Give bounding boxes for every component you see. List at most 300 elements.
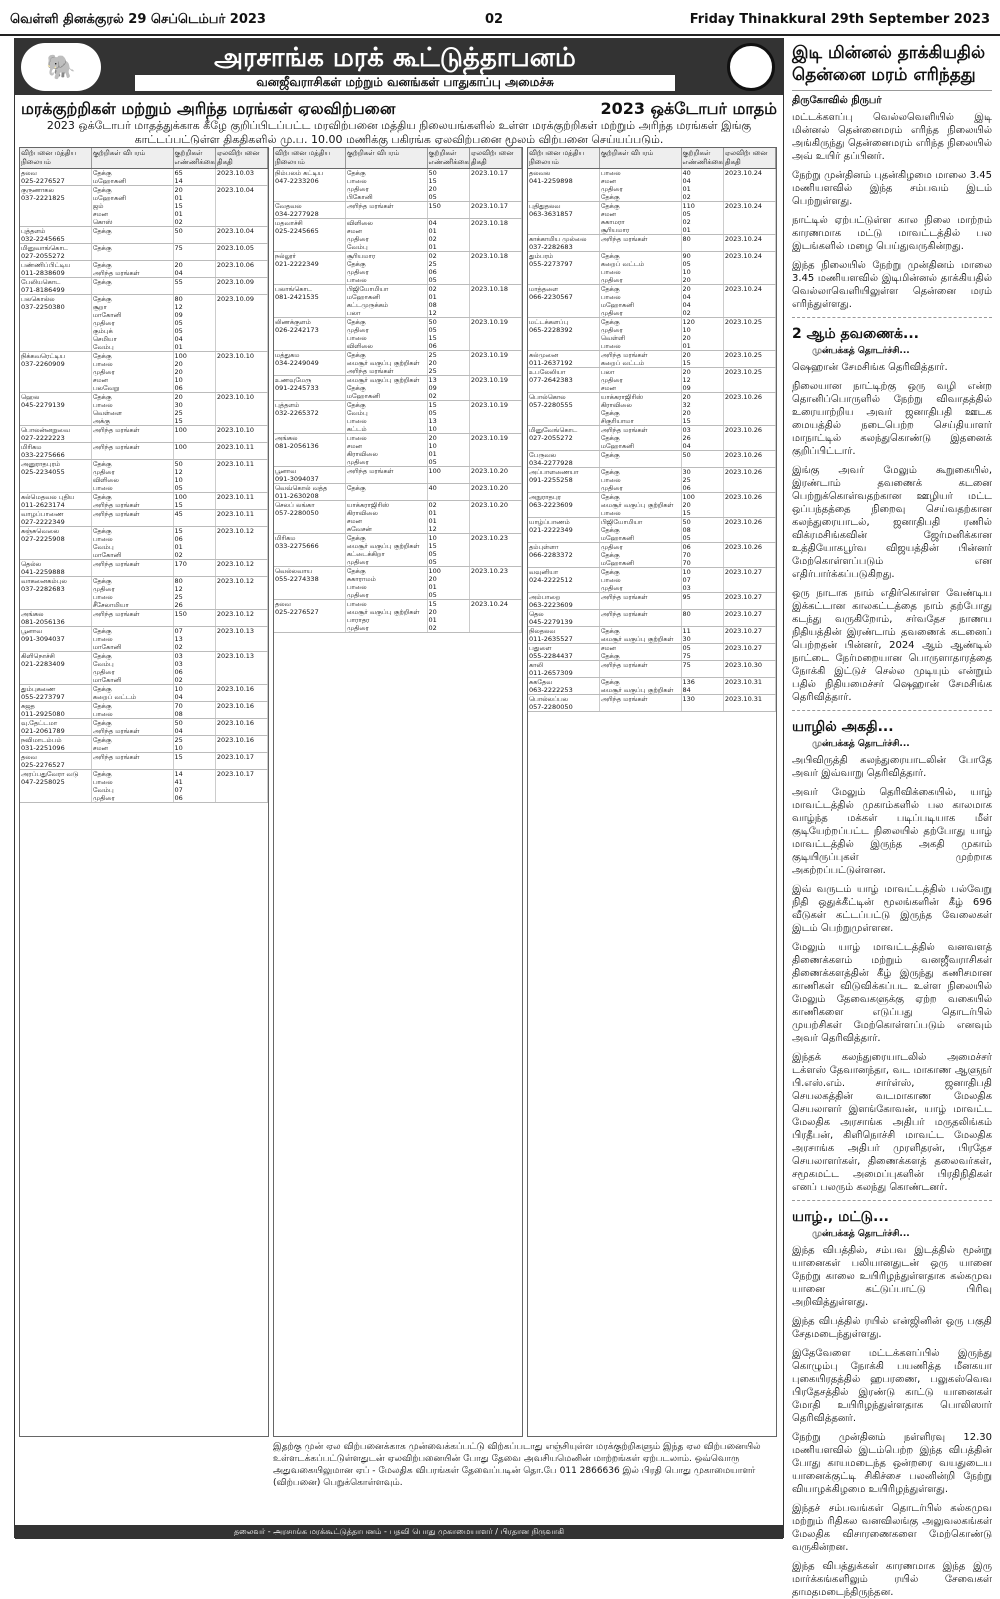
details-cell: தேக்கு கறைப் வட்டம் பாலை முதிரை xyxy=(600,252,682,284)
center-cell: தலவல 041-2259898 xyxy=(528,169,600,201)
date-cell: 2023.10.16 xyxy=(216,719,268,735)
paragraph: அபிவிருத்தி கலந்துரையாடலின் போதே அவர் இவ்வாறு தெரிவித்தார். xyxy=(792,755,992,779)
count-cell: 50 xyxy=(682,451,724,467)
date-cell: 2023.10.11 xyxy=(216,510,268,526)
center-cell: தெல்ல 041-2259888 xyxy=(20,560,92,576)
date-cell: 2023.10.27 xyxy=(724,568,776,592)
center-cell: நிம்பலம் கட்டிய 047-2233206 xyxy=(274,169,346,201)
count-cell: 02 25 06 05 xyxy=(428,252,470,284)
article3-continued: முன்பக்கத் தொடர்ச்சி... xyxy=(812,739,910,749)
paragraph: இந்தக் கலந்துரையாடலில் அமைச்சர் டக்ளஸ் தேவானந்தா, வட மாகாண ஆளுநர் பி.எஸ்.எம். சார்ள்ஸ், ஜனாதிபதி செயலகத்தின் வடமாகாண மேலதிக செயலாளர் இளங்கோவன், யாழ் மாவட்ட மேலதிக அரசாங்க அதிபர் மருதலிங்கம் பிரதீபன், கிளிநொச்சி மாவட்ட மேலதிக அரசாங்க அதிபர் முரளிதரன், பிரதேச செயலாளர்கள், திணைக்களத் தலைவர்கள், சமூகமட்ட அமைப்புகளின் பிரதிநிதிகள் எனப் பலரும் கலந்து கொண்டனர். xyxy=(792,1052,992,1193)
table-row xyxy=(20,685,268,702)
count-cell: 30 25 06 xyxy=(682,468,724,492)
count-cell: 03 26 04 xyxy=(682,426,724,450)
center-cell: சுகதேவ 063-2222253 xyxy=(528,678,600,694)
details-cell: தேக்கு பாலை முதிரை சமன பலவேறு xyxy=(92,352,174,392)
center-cell: நல்லூர் 021-2222349 xyxy=(274,252,346,284)
table-row xyxy=(528,235,776,252)
details-cell: அரிந்த மரங்கள் xyxy=(92,560,174,576)
table-row xyxy=(528,610,776,627)
count-cell: 20 30 25 15 xyxy=(174,393,216,425)
center-cell: பலகொல்ல 037-2250380 xyxy=(20,295,92,351)
date-cell: 2023.10.06 xyxy=(216,261,268,277)
date-cell: 2023.10.11 xyxy=(216,493,268,509)
date-cell: 2023.10.20 xyxy=(470,484,522,500)
table-row xyxy=(20,352,268,393)
date-cell: 2023.10.13 xyxy=(216,652,268,684)
center-cell: பேருவல 034-2277928 xyxy=(528,451,600,467)
table-row xyxy=(528,518,776,543)
date-cell: 2023.10.25 xyxy=(724,351,776,367)
date-cell: 2023.10.30 xyxy=(724,661,776,677)
details-cell: தேக்கு மைசூர் வகுப்பு குற்றிகள் xyxy=(600,627,682,643)
center-cell: யாழ்ப்பாணம் 021-2222349 xyxy=(528,518,600,542)
table-row xyxy=(274,351,522,376)
center-cell: காலி 011-2657309 xyxy=(528,661,600,677)
date-cell: 2023.10.24 xyxy=(724,252,776,284)
count-cell: 20 15 xyxy=(682,351,724,367)
paragraph: அவர் மேலும் தெரிவிக்கையில், யாழ் மாவட்டத்தில் முகாம்களில் பல காலமாக வாழ்ந்த மக்கள் படிப்படியாக மீள் குடியேற்றப்பட்ட நிலையில் தற்போது யாழ் மாவட்டத்தில் இருந்த அகதி முகாம் குடியிருப்புகள் முற்றாக அகற்றப்பட்டுள்ளன. xyxy=(792,787,992,876)
count-cell: 15 06 01 02 xyxy=(174,527,216,559)
date-cell: 2023.10.12 xyxy=(216,577,268,609)
details-cell: தேக்கு xyxy=(600,451,682,467)
count-cell: 100 xyxy=(174,426,216,442)
table-row xyxy=(274,169,522,202)
center-cell: உணவுமேரு 091-2245733 xyxy=(274,376,346,400)
paragraph: நிலையான நாட்டிற்கு ஒரு வழி என்ற தொனிப்பொருளில் நேற்று விவாதத்தில் உரையாற்றிய அவர் ஜனாதிபதி ஊடக மையத்தில் நடைபெற்ற செய்தியாளர் மாநாட்டில் கலந்துகொண்டு இதனைக் குறிப்பிட்டார். xyxy=(792,381,992,457)
date-cell: 2023.10.12 xyxy=(216,610,268,626)
count-cell: 15 20 01 02 xyxy=(428,600,470,632)
details-cell: தேக்கு சூறா மாகோனி முதிரை கும்புக் செமியா வேம்பு xyxy=(92,295,174,351)
details-cell: தேக்கு xyxy=(92,227,174,243)
table-row xyxy=(20,278,268,295)
header-right: Friday Thinakkural 29th September 2023 xyxy=(689,12,990,27)
center-cell: அங்கல 081-2056136 xyxy=(274,434,346,466)
date-cell: 2023.10.24 xyxy=(724,235,776,251)
details-cell: அரிந்த மரங்கள் xyxy=(346,467,428,483)
date-cell: 2023.10.18 xyxy=(470,219,522,251)
center-cell: அம்பாறை 063-2223609 xyxy=(528,593,600,609)
paragraph: இதேவேளை மட்டக்களப்பில் இருந்து கொழும்பு நோக்கி பயணித்த மீனகயா புகையிரதத்தில் ஹபரணை, பலுகஸ்வெவ பிரதேசத்தில் இரண்டு காட்டு யானைகள் மோதி உயிரிழந்துள்ளதாக பொலிஸார் தெரிவித்தனர். xyxy=(792,1348,992,1424)
count-cell: 05 75 xyxy=(682,644,724,660)
details-cell: தேக்கு முதிரை பாலை சீசேலாமியா xyxy=(92,577,174,609)
count-cell: 95 xyxy=(682,593,724,609)
details-cell: தேக்கு மஹோகனி xyxy=(92,169,174,185)
center-cell: வவுனியா 024-2222512 xyxy=(528,568,600,592)
date-cell: 2023.10.09 xyxy=(216,295,268,351)
date-cell: 2023.10.03 xyxy=(216,169,268,185)
table-row xyxy=(274,202,522,219)
table-row xyxy=(274,467,522,484)
count-cell: 65 14 xyxy=(174,169,216,185)
count-cell: 100 20 20 10 06 xyxy=(174,352,216,392)
paragraph: நேற்று முன்தினம் நள்ளிரவு 12.30 மணியளவில் இடம்பெற்ற இந்த விபத்தின் போது காயமடைந்த ஒன்றரை வயதுடைய யானைக்குட்டி சிகிச்சை பலனின்றி நேற்று வியாழக்கிழமை உயிரிழந்துள்ளது. xyxy=(792,1432,992,1495)
count-cell: 20 10 01 05 xyxy=(428,434,470,466)
date-cell: 2023.10.04 xyxy=(216,227,268,243)
table-row xyxy=(20,510,268,527)
details-cell: பாலை சமன முதிரை தேக்கு xyxy=(600,169,682,201)
center-cell: தலவ 025-2276527 xyxy=(20,169,92,185)
table-row xyxy=(528,426,776,451)
details-cell: அரிந்த மரங்கள் xyxy=(92,610,174,626)
date-cell: 2023.10.17 xyxy=(216,770,268,802)
news-column xyxy=(792,38,992,1598)
paragraph: ஒரு நாடாக நாம் எதிர்கொள்ள வேண்டிய இக்கட்டான காலகட்டத்தை நாம் தற்போது கடந்து வருகிறோம், சர்வதேச நாணய நிதியத்தின் இரண்டாம் தவணைக் கடனைப் பெற்றதன் பின்னர், 2024 ஆம் ஆண்டில் நாட்டை நேர்மறையான பொருளாதாரத்தை நோக்கி இட்டுச் செல்ல முடியும் என்றும் பதில் நிதியமைச்சர் ஷெஹான் சேமசிங்க தெரிவித்தார். xyxy=(792,588,992,703)
details-cell: தேக்கு வேம்பு முதிரை மாகோனி xyxy=(92,652,174,684)
article2-body xyxy=(792,361,992,704)
center-cell: நிக்கவரெட்டிய 037-2260909 xyxy=(20,352,92,392)
date-cell: 2023.10.19 xyxy=(470,376,522,400)
table-row xyxy=(20,169,268,186)
center-cell: பொல்கொல 057-2280555 xyxy=(528,393,600,425)
article2-continued: முன்பக்கத் தொடர்ச்சி... xyxy=(812,346,910,356)
details-cell: தேக்கு சுகாராமம் பாலை முதிரை xyxy=(346,567,428,599)
date-cell: 2023.10.20 xyxy=(470,467,522,483)
details-cell: தேக்கு கறைப் வட்டம் xyxy=(92,685,174,701)
date-cell: 2023.10.16 xyxy=(216,685,268,701)
paragraph: இந்த விபத்தில், சம்பவ இடத்தில் மூன்று யானைகள் பலியானதுடன் ஒரு யானை நேற்று காலை உயிரிழந்துள்ளதாக கல்கமுவ யானை கட்டுப்பாட்டு பிரிவு அறிவித்துள்ளது. xyxy=(792,1245,992,1308)
count-cell: 80 xyxy=(682,235,724,251)
center-cell: வாழப்பாணை 027-2222349 xyxy=(20,510,92,526)
article4-continued: முன்பக்கத் தொடர்ச்சி... xyxy=(812,1229,910,1239)
date-cell: 2023.10.18 xyxy=(470,252,522,284)
center-cell: புத்தளம் 032-2245665 xyxy=(20,227,92,243)
table-body xyxy=(20,169,268,803)
table-body xyxy=(528,169,776,712)
center-cell: அனுராதபுரம் 025-2234055 xyxy=(20,460,92,492)
date-cell: 2023.10.26 xyxy=(724,518,776,542)
details-cell: தேக்கு xyxy=(346,484,428,500)
header-date: ஏலவிற்பனை திகதி xyxy=(724,148,776,168)
date-cell: 2023.10.10 xyxy=(216,393,268,425)
details-cell: பாலை மைசூர் வகுப்பு குற்றிகள் பாராதர முதிரை xyxy=(346,600,428,632)
count-cell: 04 01 02 01 xyxy=(428,219,470,251)
center-cell: நிலதலவ 011-2635527 xyxy=(528,627,600,643)
center-cell: மிரிகம 033-2275666 xyxy=(274,534,346,566)
table-row xyxy=(20,719,268,736)
count-cell: 100 20 01 05 xyxy=(428,567,470,599)
table-row xyxy=(20,560,268,577)
count-cell: 50 xyxy=(174,227,216,243)
count-cell: 50 05 15 06 xyxy=(428,318,470,350)
details-cell: பலா முதிரை சமன xyxy=(600,368,682,392)
table-row xyxy=(20,295,268,352)
date-cell: 2023.10.16 xyxy=(216,702,268,718)
table-row xyxy=(274,252,522,285)
center-cell: கிளிநொச்சி 021-2283409 xyxy=(20,652,92,684)
table-row xyxy=(274,484,522,501)
details-cell: அரிந்த மரங்கள் xyxy=(92,753,174,769)
date-cell: 2023.10.24 xyxy=(470,600,522,632)
count-cell: 45 xyxy=(174,510,216,526)
paragraph: இவ் வருடம் யாழ் மாவட்டத்தில் பல்வேறு நிதி ஒதுக்கீட்டின் மூலங்களின் கீழ் 696 வீடுகள் கட்டப்பட்டு இருந்த வேலைகள் இடம் பெற்றுமுள்ளன. xyxy=(792,884,992,934)
count-cell: 100 15 xyxy=(174,493,216,509)
center-cell: பொலன்னறுவை 027-2222223 xyxy=(20,426,92,442)
count-cell: 02 01 08 12 xyxy=(428,285,470,317)
table-row xyxy=(528,451,776,468)
header-count: குற்றிகள் எண்ணிக்கை xyxy=(174,149,215,166)
date-cell: 2023.10.10 xyxy=(216,352,268,392)
count-cell: 75 xyxy=(174,244,216,260)
center-cell: புதிதுதலவ 063-3631857 xyxy=(528,202,600,234)
count-cell: 150 xyxy=(174,610,216,626)
center-cell: ஹெல 045-2279139 xyxy=(20,393,92,425)
paragraph: நாட்டில் ஏற்பட்டுள்ள கால நிலை மாற்றம் காரணமாக மட்டு மாவட்டத்தில் பல இடங்களில் மழை பெய்துவருகின்றது. xyxy=(792,215,992,252)
article1-byline: திருகோவில் நிருபர் xyxy=(792,95,882,106)
banner-subtitle: வனஜீவராசிகள் மற்றும் வனங்கள் பாதுகாப்பு அமைச்சு xyxy=(135,75,675,91)
details-cell: மைசூர் வகுப்பு குற்றிகள் தேக்கு மஹோகனி xyxy=(346,376,428,400)
details-cell: பிஜியோமியா தேக்கு மஹோகனி xyxy=(600,518,682,542)
center-cell: குருணாகல 037-2221825 xyxy=(20,186,92,226)
date-cell: 2023.10.26 xyxy=(724,426,776,450)
details-cell: தேக்கு சமன xyxy=(92,736,174,752)
corporation-logo xyxy=(21,43,101,91)
center-cell: அங்கல 081-2056136 xyxy=(20,610,92,626)
center-cell: உபலேலியா 077-2642383 xyxy=(528,368,600,392)
center-cell: கஞ்சுவெலை 027-2225908 xyxy=(20,527,92,559)
date-cell: 2023.10.12 xyxy=(216,527,268,559)
date-cell: 2023.10.26 xyxy=(724,468,776,492)
count-cell: 90 05 10 20 xyxy=(682,252,724,284)
table-row xyxy=(274,501,522,534)
paragraph: ஷெஹான் சேமசிங்க தெரிவித்தார். xyxy=(792,362,948,373)
table-row xyxy=(20,702,268,719)
header-center: விற்பனை மத்திய நிலையம் xyxy=(20,148,92,168)
page-number: 02 xyxy=(485,12,504,27)
details-cell: தேக்கு மைசூர் வகுப்பு குற்றிகள் கட்டைக்கிறா முதிரை xyxy=(346,534,428,566)
count-cell: 40 xyxy=(428,484,470,500)
date-cell: 2023.10.27 xyxy=(724,610,776,626)
details-cell: தேக்கு பாலை வேம்பு முதிரை xyxy=(92,770,174,802)
count-cell: 40 04 01 02 xyxy=(682,169,724,201)
table-row xyxy=(528,543,776,568)
paragraph: மட்டக்களப்பு வெல்லவெளியில் இடி மின்னல் தென்னைமரம் எரிந்த நிலையில் அங்கிருந்து தென்னைமரம் எரிந்த நிலையில் அவ் உயிர் தப்பினர். xyxy=(792,112,992,162)
center-cell: லிணக்குளம் 026-2242173 xyxy=(274,318,346,350)
count-cell: 20 04 xyxy=(174,261,216,277)
center-cell: நவிமாடம்பம் 031-2251096 xyxy=(20,736,92,752)
table-row xyxy=(20,736,268,753)
center-cell: தும்புகணை 055-2273797 xyxy=(20,685,92,701)
center-cell: தலவ 025-2276527 xyxy=(20,753,92,769)
count-cell: 50 04 xyxy=(174,719,216,735)
center-cell: பலாங்கொட 081-2421535 xyxy=(274,285,346,317)
details-cell: பிஜியோமியா மஹோகனி கட்டமுருக்கம் பலா xyxy=(346,285,428,317)
date-cell: 2023.10.19 xyxy=(470,351,522,375)
elephant-icon: 🐘 xyxy=(46,53,76,81)
details-cell: அரிந்த மரங்கள் xyxy=(600,593,682,609)
table-row xyxy=(528,568,776,593)
table-row xyxy=(20,460,268,493)
center-cell: மினுவாங்கொட 027-2055272 xyxy=(20,244,92,260)
table-row xyxy=(528,318,776,351)
tender-advertisement xyxy=(14,38,784,1538)
date-cell: 2023.10.25 xyxy=(724,318,776,350)
date-cell: 2023.10.19 xyxy=(470,401,522,433)
count-cell: 06 70 70 xyxy=(682,543,724,567)
center-cell: கல்முனை 011-2637192 xyxy=(528,351,600,367)
details-cell: தேக்கு முதிரை பாலை விளிலை xyxy=(346,318,428,350)
table-row xyxy=(20,527,268,560)
paragraph: இந்த விபத்துக்கள் காரணமாக இந்த இரு மார்க்கங்களிலும் ரயில் சேவைகள் தாமதமடைந்திருந்தன. xyxy=(792,1561,992,1598)
table-row xyxy=(528,678,776,695)
table-row xyxy=(528,644,776,661)
table-row xyxy=(20,393,268,426)
date-cell: 2023.10.25 xyxy=(724,368,776,392)
count-cell: 170 xyxy=(174,560,216,576)
table-row xyxy=(274,434,522,467)
center-cell: வாகனைகம்புல 037-2282683 xyxy=(20,577,92,609)
table-row xyxy=(20,186,268,227)
table-header xyxy=(274,148,522,169)
details-cell: தேக்கு அரிந்த மரங்கள் xyxy=(92,493,174,509)
banner xyxy=(15,39,783,95)
intro-text: 2023 ஒக்டோபர் மாதத்துக்காக கீழே குறிப்பிடப்பட்ட மரவிற்பனை மத்திய நிலையங்களில் உள்ள மரக்குற்றிகள் மற்றும் அரிந்த மரங்கள் இங்கு காட்டப்பட்டுள்ள திகதிகளில் மு.ப. 10.00 மணிக்கு பகிரங்க ஏலவிற்பனை மூலம் விற்பனை செய்யப்படும். xyxy=(46,119,752,146)
center-cell: மிரிகம 033-2275666 xyxy=(20,443,92,459)
date-cell: 2023.10.24 xyxy=(724,285,776,317)
details-cell: தேக்கு மைசூர் வகுப்பு குற்றிகள் பாலை xyxy=(600,493,682,517)
count-cell: 15 05 13 10 xyxy=(428,401,470,433)
table-row xyxy=(20,443,268,460)
article3-body xyxy=(792,754,992,1194)
details-cell: தேக்கு சமன சுகாமரா சூரியமார xyxy=(600,202,682,234)
details-cell: அரிந்த மரங்கள் கறைப் வட்டம் xyxy=(600,351,682,367)
details-cell: அரிந்த மரங்கள் xyxy=(600,661,682,677)
paragraph: இந்த நிலையில் நேற்று முன்தினம் மாலை 3.45 மணியளவில் இடிமின்னல் தாக்கியதில் வெல்லாவெளியிலுள்ள தென்னை மரம் எரிந்துள்ளது. xyxy=(792,260,992,310)
header-left: வெள்ளி தினக்குரல் 29 செப்டெம்பர் 2023 xyxy=(10,12,266,27)
count-cell: 120 10 20 01 xyxy=(682,318,724,350)
details-cell: அரிந்த மரங்கள் xyxy=(92,426,174,442)
header-details: குற்றிகள் விபரம் xyxy=(346,148,428,168)
date-cell: 2023.10.10 xyxy=(216,426,268,442)
details-cell: யாக்கராஜிரிஸ் கிராவிலை சமன சுவேசன் xyxy=(346,501,428,533)
table-row xyxy=(528,627,776,644)
count-cell: 20 12 09 xyxy=(682,368,724,392)
center-cell: வேதவல 034-2277928 xyxy=(274,202,346,218)
date-cell: 2023.10.23 xyxy=(470,534,522,566)
details-cell: அரிந்த மரங்கள் xyxy=(92,510,174,526)
table-row xyxy=(274,376,522,401)
national-emblem-icon xyxy=(727,43,775,91)
auction-note: இதற்கு முன் ஏல விற்பனைக்காக முன்வைக்கப்பட்டு விற்கப்படாது எஞ்சியுள்ள மரக்குற்றிகளும் இந்த ஏல விற்பனையில் உள்ளடக்கப்பட்டுள்ளதுடன் ஏலவிற்பனையின் போது தேவை அவசியமெனின் மாற்றங்கள் ஏற்படலாம். ஒவ்வொரு அதுவகையிலுமான ஏப் - மேலதிக விபரங்கள் தேவைப்படின் தொ.பே 011 2866636 இல் பிரதி பொது முகாமையாளர் (விற்பனை) பெறுக்கொள்ளவும். xyxy=(273,1442,761,1488)
details-cell: தேக்கு பாலை முதிரை xyxy=(600,468,682,492)
details-cell: தேக்கு மைசூர் வகுப்பு குற்றிகள் xyxy=(600,678,682,694)
date-cell: 2023.10.17 xyxy=(470,202,522,218)
banner-title: அரசாங்க மரக் கூட்டுத்தாபனம் xyxy=(214,43,576,73)
center-cell: வு.தேட்டமா 021-2061789 xyxy=(20,719,92,735)
table-row xyxy=(274,567,522,600)
details-cell: அரிந்த மரங்கள் xyxy=(600,695,682,711)
header-date: ஏலவிற்பனை திகதி xyxy=(216,148,268,168)
count-cell: 100 xyxy=(428,467,470,483)
date-cell: 2023.10.20 xyxy=(470,501,522,533)
details-cell: தேக்கு அரிந்த மரங்கள் xyxy=(92,719,174,735)
subhead xyxy=(21,99,777,120)
table-row xyxy=(528,285,776,318)
date-cell: 2023.10.27 xyxy=(724,593,776,609)
date-cell: 2023.10.19 xyxy=(470,434,522,466)
count-cell: 130 xyxy=(682,695,724,711)
table-row xyxy=(528,695,776,712)
header-details: குற்றிகள் விபரம் xyxy=(92,148,174,168)
details-cell: யாக்கராஜிரிஸ் கிராவிலை தேக்கு சிகுரியாமா xyxy=(600,393,682,425)
count-cell: 75 xyxy=(682,661,724,677)
table-row xyxy=(20,610,268,627)
details-cell: தேக்கு முதிரை வெள்ளி பாலை xyxy=(600,318,682,350)
table-row xyxy=(528,202,776,235)
table-row xyxy=(20,493,268,510)
details-cell: பாலை சமன கிராவிலை முதிரை xyxy=(346,434,428,466)
center-cell: மதவாச்சி 025-2245665 xyxy=(274,219,346,251)
date-cell: 2023.10.23 xyxy=(470,567,522,599)
table-row xyxy=(528,661,776,678)
date-cell: 2023.10.09 xyxy=(216,278,268,294)
details-cell: அரிந்த மரங்கள் தேக்கு மஹோகனி xyxy=(600,426,682,450)
date-cell: 2023.10.12 xyxy=(216,560,268,576)
center-cell: கல்மெதவல புதிய 011-2623174 xyxy=(20,493,92,509)
divider xyxy=(792,1200,992,1201)
count-cell: 14 41 07 06 xyxy=(174,770,216,802)
center-cell: மட்டக்களப்பு 065-2228392 xyxy=(528,318,600,350)
date-cell: 2023.10.31 xyxy=(724,695,776,711)
center-cell: மாத்தளை 066-2230567 xyxy=(528,285,600,317)
article1-body xyxy=(792,111,992,311)
table-row xyxy=(528,593,776,610)
count-cell: 25 20 25 xyxy=(428,351,470,375)
details-cell: அரிந்த மரங்கள் xyxy=(600,235,682,251)
table-row xyxy=(528,351,776,368)
count-cell: 110 05 02 01 xyxy=(682,202,724,234)
article2-title: 2 ஆம் தவணைக்... xyxy=(792,326,919,342)
details-cell: தேக்கு பாலை மாகோனி xyxy=(92,627,174,651)
details-cell: முதிரை தேக்கு மஹோகனி xyxy=(600,543,682,567)
count-cell: 02 01 01 12 xyxy=(428,501,470,533)
details-cell: தேக்கு பாலை முதிரை xyxy=(600,568,682,592)
details-cell: தேக்கு பாலை வேம்பு மாகோனி xyxy=(92,527,174,559)
table-row xyxy=(20,244,268,261)
count-cell: 15 xyxy=(174,753,216,769)
date-cell: 2023.10.27 xyxy=(724,627,776,643)
header-date: ஏலவிற்பனை திகதி xyxy=(470,148,522,168)
table-row xyxy=(20,227,268,244)
center-cell: தும்பரம் 055-2273797 xyxy=(528,252,600,284)
table-row xyxy=(20,652,268,685)
date-cell: 2023.10.24 xyxy=(724,202,776,234)
auction-table-col3 xyxy=(527,147,777,1437)
count-cell: 150 xyxy=(428,202,470,218)
center-cell: அரப்பதுவேரா வடு 047-2258025 xyxy=(20,770,92,802)
count-cell: 100 xyxy=(174,443,216,459)
center-cell: சுஜத 011-2925080 xyxy=(20,702,92,718)
details-cell: தேக்கு மைசூர் வகுப்பு குற்றிகள் அரிந்த மரங்கள் xyxy=(346,351,428,375)
details-cell: தேக்கு பாலை மஹோகனி முதிரை xyxy=(600,285,682,317)
table-row xyxy=(20,261,268,278)
count-cell: 80 12 09 05 05 04 01 xyxy=(174,295,216,351)
count-cell: 136 84 xyxy=(682,678,724,694)
header-center: விற்பனை மத்திய நிலையம் xyxy=(528,148,600,168)
center-cell: வெவ்கொல் வத்த 011-2630208 xyxy=(274,484,346,500)
details-cell: தேக்கு மஹோகனி ஜம் சமன கொஸ் xyxy=(92,186,174,226)
center-cell: பூனாவ 091-3094037 xyxy=(20,627,92,651)
count-cell: 11 30 xyxy=(682,627,724,643)
article3-title: யாழில் அகதி... xyxy=(792,719,894,735)
date-cell: 2023.10.31 xyxy=(724,678,776,694)
details-cell: தேக்கு பாலை முதிரை பிகோனி xyxy=(346,169,428,201)
date-cell: 2023.10.26 xyxy=(724,393,776,425)
table-row xyxy=(20,627,268,652)
auction-table-col1 xyxy=(19,147,269,1437)
date-cell: 2023.10.26 xyxy=(724,543,776,567)
count-cell: 50 12 10 05 xyxy=(174,460,216,492)
